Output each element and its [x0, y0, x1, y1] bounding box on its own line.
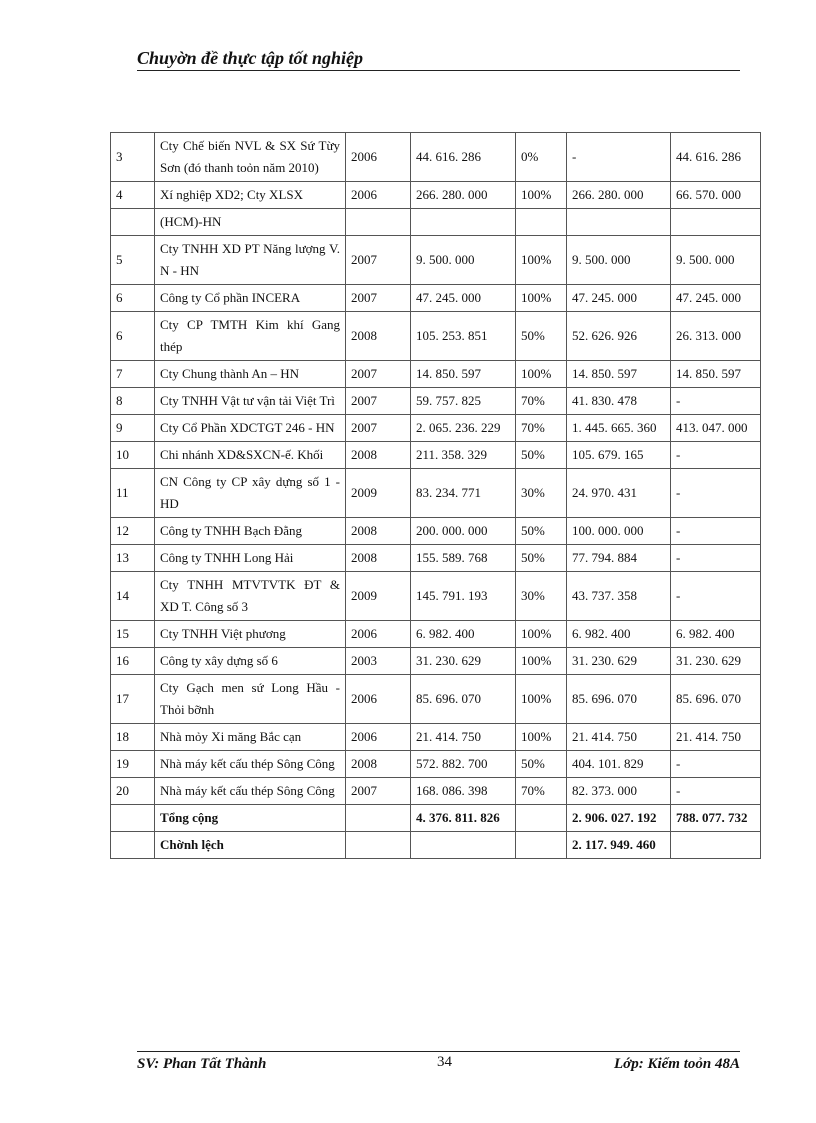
cell-amount: 266. 280. 000 — [411, 182, 516, 209]
cell-year: 2008 — [346, 442, 411, 469]
total-no-cell — [111, 805, 155, 832]
cell-balance: - — [671, 518, 761, 545]
cell-provision: 41. 830. 478 — [567, 388, 671, 415]
cell-company: Cty CP TMTH Kim khí Gang thép — [155, 312, 346, 361]
cell-company: Cty TNHH MTVTVTK ĐT & XD T. Công số 3 — [155, 572, 346, 621]
cell-provision: 52. 626. 926 — [567, 312, 671, 361]
document-header-title: Chuyờn đề thực tập tốt nghiệp — [137, 48, 363, 68]
cell-company: (HCM)-HN — [155, 209, 346, 236]
table-row — [111, 415, 761, 442]
cell-year: 2008 — [346, 751, 411, 778]
cell-provision: 404. 101. 829 — [567, 751, 671, 778]
cell-row-no: 20 — [111, 778, 155, 805]
cell-amount: 145. 791. 193 — [411, 572, 516, 621]
cell-percent: 100% — [516, 621, 567, 648]
cell-company: Công ty TNHH Long Hải — [155, 545, 346, 572]
cell-balance: 9. 500. 000 — [671, 236, 761, 285]
table-row — [111, 621, 761, 648]
difference-col6: 2. 117. 949. 460 — [567, 832, 671, 859]
cell-company: CN Công ty CP xây dựng số 1 - HD — [155, 469, 346, 518]
cell-amount: 9. 500. 000 — [411, 236, 516, 285]
cell-percent: 50% — [516, 442, 567, 469]
table-row — [111, 442, 761, 469]
cell-row-no: 6 — [111, 312, 155, 361]
page-number: 34 — [437, 1054, 452, 1070]
cell-balance: 44. 616. 286 — [671, 133, 761, 182]
table-row — [111, 648, 761, 675]
cell-percent: 50% — [516, 545, 567, 572]
total-col6: 2. 906. 027. 192 — [567, 805, 671, 832]
cell-amount: 21. 414. 750 — [411, 724, 516, 751]
cell-balance: 26. 313. 000 — [671, 312, 761, 361]
cell-row-no: 11 — [111, 469, 155, 518]
cell-percent: 100% — [516, 236, 567, 285]
cell-percent: 30% — [516, 572, 567, 621]
cell-year: 2006 — [346, 675, 411, 724]
cell-row-no — [111, 209, 155, 236]
table-row — [111, 133, 761, 182]
cell-row-no: 5 — [111, 236, 155, 285]
cell-balance: - — [671, 545, 761, 572]
cell-year: 2007 — [346, 388, 411, 415]
cell-amount: 2. 065. 236. 229 — [411, 415, 516, 442]
cell-balance: - — [671, 388, 761, 415]
cell-percent: 70% — [516, 388, 567, 415]
cell-company: Công ty TNHH Bạch Đằng — [155, 518, 346, 545]
cell-year: 2008 — [346, 545, 411, 572]
table-row — [111, 388, 761, 415]
cell-company: Công ty xây dựng số 6 — [155, 648, 346, 675]
cell-row-no: 19 — [111, 751, 155, 778]
cell-balance: - — [671, 778, 761, 805]
cell-amount: 168. 086. 398 — [411, 778, 516, 805]
cell-year: 2009 — [346, 469, 411, 518]
cell-percent: 100% — [516, 285, 567, 312]
cell-row-no: 8 — [111, 388, 155, 415]
cell-amount: 572. 882. 700 — [411, 751, 516, 778]
cell-balance: 6. 982. 400 — [671, 621, 761, 648]
cell-row-no: 7 — [111, 361, 155, 388]
cell-company: Xí nghiệp XD2; Cty XLSX — [155, 182, 346, 209]
cell-amount: 105. 253. 851 — [411, 312, 516, 361]
cell-year: 2007 — [346, 361, 411, 388]
cell-company: Chi nhánh XD&SXCN-ế. Khối — [155, 442, 346, 469]
table-row — [111, 312, 761, 361]
cell-percent: 0% — [516, 133, 567, 182]
cell-row-no: 15 — [111, 621, 155, 648]
cell-balance: 85. 696. 070 — [671, 675, 761, 724]
cell-percent: 100% — [516, 675, 567, 724]
cell-year: 2003 — [346, 648, 411, 675]
cell-amount: 6. 982. 400 — [411, 621, 516, 648]
cell-amount: 47. 245. 000 — [411, 285, 516, 312]
cell-amount: 200. 000. 000 — [411, 518, 516, 545]
total-col4: 4. 376. 811. 826 — [411, 805, 516, 832]
cell-percent: 100% — [516, 361, 567, 388]
table-row — [111, 518, 761, 545]
cell-percent: 100% — [516, 182, 567, 209]
cell-company: Cty Gạch men sứ Long Hầu - Thỏi bỡnh — [155, 675, 346, 724]
cell-amount: 44. 616. 286 — [411, 133, 516, 182]
cell-percent: 50% — [516, 751, 567, 778]
cell-provision: 82. 373. 000 — [567, 778, 671, 805]
table-row — [111, 675, 761, 724]
cell-row-no: 18 — [111, 724, 155, 751]
cell-row-no: 6 — [111, 285, 155, 312]
cell-balance: 14. 850. 597 — [671, 361, 761, 388]
cell-year: 2007 — [346, 415, 411, 442]
cell-balance: - — [671, 469, 761, 518]
cell-row-no: 14 — [111, 572, 155, 621]
cell-company: Cty TNHH XD PT Năng lượng V. N - HN — [155, 236, 346, 285]
total-col7: 788. 077. 732 — [671, 805, 761, 832]
cell-year: 2006 — [346, 724, 411, 751]
cell-amount: 211. 358. 329 — [411, 442, 516, 469]
table-row — [111, 545, 761, 572]
table-row — [111, 209, 761, 236]
cell-amount: 14. 850. 597 — [411, 361, 516, 388]
cell-provision: 266. 280. 000 — [567, 182, 671, 209]
table-row — [111, 778, 761, 805]
cell-year: 2007 — [346, 236, 411, 285]
cell-year: 2006 — [346, 621, 411, 648]
total-label: Tổng cộng — [155, 805, 346, 832]
cell-provision: 9. 500. 000 — [567, 236, 671, 285]
table-row — [111, 469, 761, 518]
cell-percent: 50% — [516, 518, 567, 545]
cell-provision: 6. 982. 400 — [567, 621, 671, 648]
cell-balance: - — [671, 572, 761, 621]
cell-percent: 50% — [516, 312, 567, 361]
cell-balance — [671, 209, 761, 236]
cell-percent: 100% — [516, 724, 567, 751]
cell-amount: 85. 696. 070 — [411, 675, 516, 724]
cell-row-no: 16 — [111, 648, 155, 675]
cell-balance: 47. 245. 000 — [671, 285, 761, 312]
header-rule — [137, 70, 740, 71]
cell-year — [346, 209, 411, 236]
cell-percent: 30% — [516, 469, 567, 518]
cell-company: Cty TNHH Vật tư vận tải Việt Trì — [155, 388, 346, 415]
cell-row-no: 13 — [111, 545, 155, 572]
cell-row-no: 9 — [111, 415, 155, 442]
cell-year: 2008 — [346, 518, 411, 545]
cell-balance: 66. 570. 000 — [671, 182, 761, 209]
cell-provision: 24. 970. 431 — [567, 469, 671, 518]
cell-provision: - — [567, 133, 671, 182]
table-row — [111, 724, 761, 751]
cell-row-no: 17 — [111, 675, 155, 724]
cell-provision: 105. 679. 165 — [567, 442, 671, 469]
cell-amount: 31. 230. 629 — [411, 648, 516, 675]
cell-row-no: 3 — [111, 133, 155, 182]
cell-company: Cty TNHH Việt phương — [155, 621, 346, 648]
cell-provision: 77. 794. 884 — [567, 545, 671, 572]
cell-balance: 413. 047. 000 — [671, 415, 761, 442]
footer-rule — [137, 1051, 740, 1052]
cell-company: Nhà máy kết cấu thép Sông Công — [155, 751, 346, 778]
cell-balance: 31. 230. 629 — [671, 648, 761, 675]
total-row — [111, 805, 761, 832]
cell-company: Nhà máy kết cấu thép Sông Công — [155, 778, 346, 805]
cell-amount: 83. 234. 771 — [411, 469, 516, 518]
cell-row-no: 12 — [111, 518, 155, 545]
cell-provision: 21. 414. 750 — [567, 724, 671, 751]
table-body — [111, 133, 761, 805]
cell-balance: - — [671, 442, 761, 469]
cell-year: 2007 — [346, 285, 411, 312]
cell-amount: 155. 589. 768 — [411, 545, 516, 572]
cell-amount: 59. 757. 825 — [411, 388, 516, 415]
footer-student: SV: Phan Tất Thành — [137, 1056, 267, 1072]
cell-balance: - — [671, 751, 761, 778]
cell-year: 2006 — [346, 133, 411, 182]
table-row — [111, 236, 761, 285]
table-row — [111, 572, 761, 621]
cell-row-no: 10 — [111, 442, 155, 469]
cell-year: 2006 — [346, 182, 411, 209]
cell-company: Công ty Cổ phần INCERA — [155, 285, 346, 312]
table-row — [111, 285, 761, 312]
cell-provision: 31. 230. 629 — [567, 648, 671, 675]
cell-provision: 1. 445. 665. 360 — [567, 415, 671, 442]
cell-provision — [567, 209, 671, 236]
cell-company: Cty Chế biến NVL & SX Sứ Từy Sơn (đó thanh toỏn năm 2010) — [155, 133, 346, 182]
cell-amount — [411, 209, 516, 236]
footer-class: Lớp: Kiểm toỏn 48A — [614, 1056, 740, 1072]
cell-percent: 100% — [516, 648, 567, 675]
table-row — [111, 182, 761, 209]
cell-year: 2009 — [346, 572, 411, 621]
cell-company: Nhà mỏy Xi măng Bắc cạn — [155, 724, 346, 751]
cell-percent: 70% — [516, 778, 567, 805]
cell-provision: 85. 696. 070 — [567, 675, 671, 724]
cell-company: Cty Cổ Phần XDCTGT 246 - HN — [155, 415, 346, 442]
table-row — [111, 361, 761, 388]
difference-row — [111, 832, 761, 859]
cell-percent — [516, 209, 567, 236]
receivables-table — [110, 132, 761, 859]
cell-company: Cty Chung thành An – HN — [155, 361, 346, 388]
cell-year: 2008 — [346, 312, 411, 361]
cell-row-no: 4 — [111, 182, 155, 209]
difference-label: Chờnh lệch — [155, 832, 346, 859]
cell-provision: 14. 850. 597 — [567, 361, 671, 388]
cell-provision: 47. 245. 000 — [567, 285, 671, 312]
cell-balance: 21. 414. 750 — [671, 724, 761, 751]
cell-provision: 100. 000. 000 — [567, 518, 671, 545]
cell-provision: 43. 737. 358 — [567, 572, 671, 621]
cell-percent: 70% — [516, 415, 567, 442]
table-row — [111, 751, 761, 778]
cell-year: 2007 — [346, 778, 411, 805]
